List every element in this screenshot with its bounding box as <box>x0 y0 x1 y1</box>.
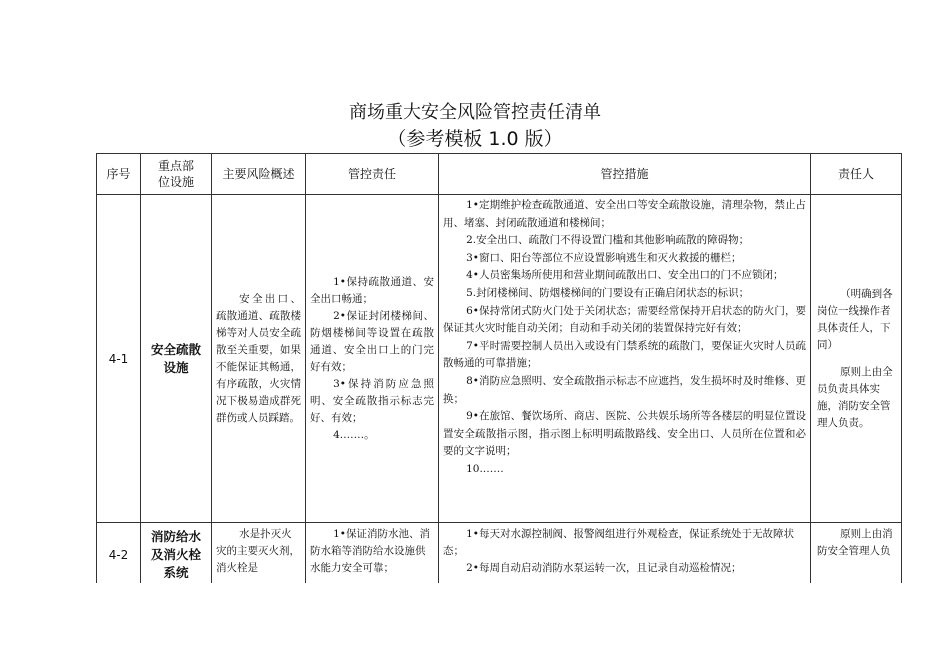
document-subtitle: （参考模板 1.0 版） <box>387 128 563 150</box>
page-bottom-margin <box>0 583 950 672</box>
row-site: 安全疏散设施 <box>141 195 212 523</box>
row-measures: 1•定期维护检查疏散通道、安全出口等安全疏散设施，清理杂物，禁止占用、堵塞、封闭疏散通道和楼梯间； 2.安全出口、疏散门不得设置门槛和其他影响疏散的障碍物； 3•窗口、阳台等部位不应设置影响逃生和灭火救援的栅栏； 4•人员密集场所使用和营业期间疏散出口、安全出口的门不应锁闭； 5.封闭楼梯间、防烟楼梯间的门要设有正确启闭状态的标识； 6•保持常闭式防火门处于关闭状态；需要经常保持开启状态的防火门，要保证其火灾时能自动关闭；自动和手动关闭的装置保持完好有效； 7•平时需要控制人员出入或设有门禁系统的疏散门，要保证火灾时人员疏散畅通的可靠措施； 8•消防应急照明、安全疏散指示标志不应遮挡，发生损坏时及时维修、更换； 9•在旅馆、餐饮场所、商店、医院、公共娱乐场所等各楼层的明显位置设置安全疏散指示图，指示图上标明明疏散路线、安全出口、人员所在位置和必要的文字说明； 10.…… <box>439 195 811 523</box>
row-duty: 1•保持疏散通道、安全出口畅通； 2•保证封闭楼梯间、防烟楼梯间等设置在疏散通道、安全出口上的门完好有效； 3•保持消防应急照明、安全疏散指示标志完好、有效； 4.……。 <box>306 195 439 523</box>
header-risk: 主要风险概述 <box>212 154 306 195</box>
row-no: 4-2 <box>97 523 141 587</box>
row-risk: 安全出口、疏散通道、疏散楼梯等对人员安全疏散至关重要，如果不能保证其畅通，有序疏散，火灾情况下极易造成群死群伤或人员踩踏。 <box>212 195 306 523</box>
table-header-row <box>97 154 902 195</box>
header-duty: 管控责任 <box>306 154 439 195</box>
header-no: 序号 <box>97 154 141 195</box>
row-risk: 水是扑灭火灾的主要灭火剂，消火栓是 <box>212 523 306 587</box>
row-no: 4-1 <box>97 195 141 523</box>
row-duty: 1•保证消防水池、消防水箱等消防给水设施供水能力安全可靠； <box>306 523 439 587</box>
table-row <box>97 523 902 587</box>
header-measures: 管控措施 <box>439 154 811 195</box>
row-person: （明确到各岗位一线操作者具体责任人，下同） 原则上由全员负责具体实施，消防安全管理人负责。 <box>811 195 902 523</box>
row-person: 原则上由消防安全管理人负 <box>811 523 902 587</box>
row-site: 消防给水及消火栓系统 <box>141 523 212 587</box>
header-site: 重点部位设施 <box>141 154 212 195</box>
table-row <box>97 195 902 523</box>
header-person: 责任人 <box>811 154 902 195</box>
risk-control-table <box>96 153 902 587</box>
document-title: 商场重大安全风险管控责任清单 <box>349 102 601 123</box>
row-measures: 1•每天对水源控制阀、报警阀组进行外观检查，保证系统处于无故障状态； 2•每周自动启动消防水泵运转一次，且记录自动巡检情况； <box>439 523 811 587</box>
